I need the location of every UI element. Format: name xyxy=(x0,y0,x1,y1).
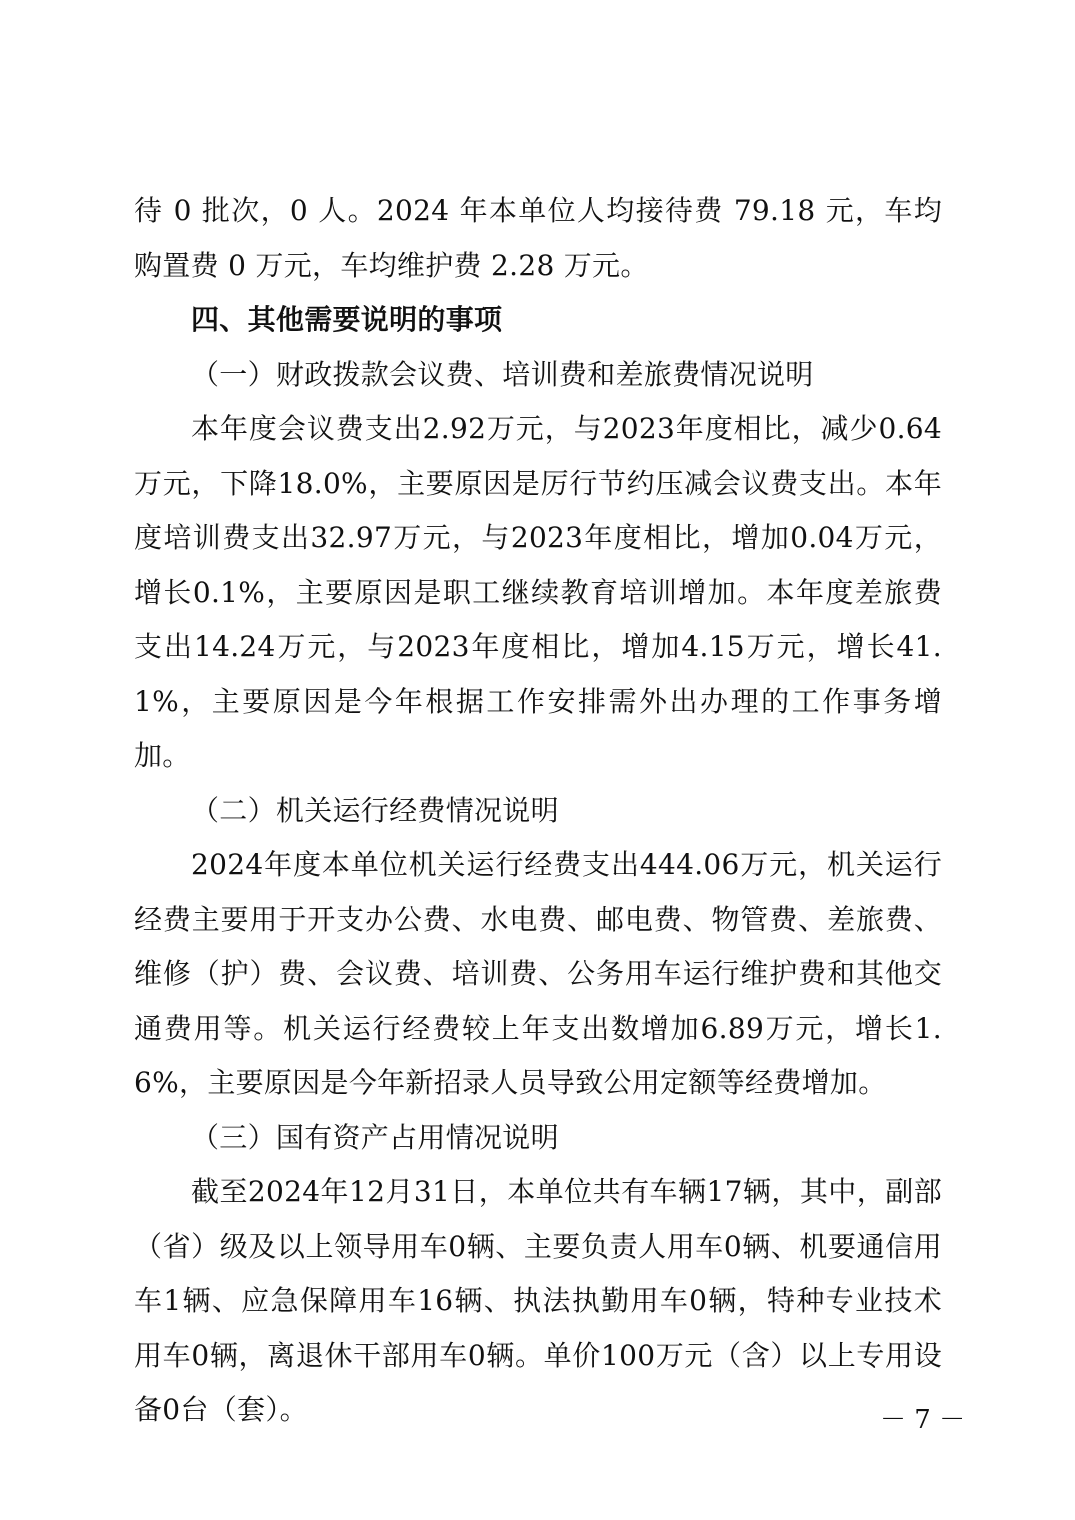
subsection-heading-meeting-training-travel: （一）财政拨款会议费、培训费和差旅费情况说明 xyxy=(191,357,814,391)
document-body xyxy=(134,184,942,1438)
paragraph-state-assets: 截至2024年12月31日，本单位共有车辆17辆，其中，副部（省）级及以上领导用车0辆、主要负责人用车0辆、机要通信用车1辆、应急保障用车16辆、执法执勤用车0辆，特种专业技术用车0辆，离退休干部用车0辆。单价100万元（含）以上专用设备0台（套）。 xyxy=(134,1175,942,1426)
paragraph-operating-expenses: 2024年度本单位机关运行经费支出444.06万元，机关运行经费主要用于开支办公费、水电费、邮电费、物管费、差旅费、维修（护）费、会议费、培训费、公务用车运行维护费和其他交通费用等。机关运行经费较上年支出数增加6.89万元，增长1.6%，主要原因是今年新招录人员导致公用定额等经费增加。 xyxy=(134,848,942,1099)
section-heading-other-matters: 四、其他需要说明的事项 xyxy=(191,303,503,336)
subsection-heading-state-assets: （三）国有资产占用情况说明 xyxy=(191,1120,559,1154)
page-number: － 7 － xyxy=(880,1405,966,1435)
paragraph-reception-vehicle-costs: 待 0 批次，0 人。2024 年本单位人均接待费 79.18 元，车均购置费 0 万元，车均维护费 2.28 万元。 xyxy=(134,194,942,282)
paragraph-meeting-training-travel: 本年度会议费支出2.92万元，与2023年度相比，减少0.64万元，下降18.0%，主要原因是厉行节约压减会议费支出。本年度培训费支出32.97万元，与2023年度相比，增加0.04万元，增长0.1%，主要原因是职工继续教育培训增加。本年度差旅费支出14.24万元，与2023年度相比，增加4.15万元，增长41.1%，主要原因是今年根据工作安排需外出办理的工作事务增加。 xyxy=(134,412,942,772)
subsection-heading-operating-expenses: （二）机关运行经费情况说明 xyxy=(191,793,559,827)
